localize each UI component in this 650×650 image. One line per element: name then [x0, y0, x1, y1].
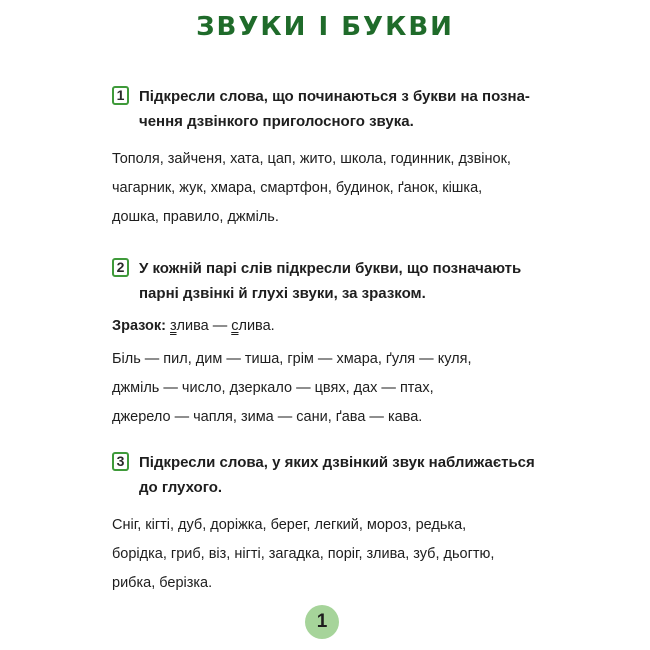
task-1-instruction-line-1: Підкресли слова, що починаються з букви на позна- [139, 88, 530, 105]
task-1-text-line-2: чагарник, жук, хмара, смартфон, будинок, ґанок, кішка, [112, 180, 483, 196]
task-3-instruction-line-1: Підкресли слова, у яких дзвінкий звук наближається [139, 454, 535, 471]
task-1 [112, 84, 552, 232]
page-number-badge: 1 [305, 605, 339, 639]
sample-label: Зразок: [112, 318, 166, 334]
task-3 [112, 450, 552, 598]
task-2-text-line-1: Біль — пил, дим — тиша, грім — хмара, ґуля — куля, [112, 351, 472, 367]
task-1-instruction-line-2: чення дзвінкого приголосного звука. [139, 113, 414, 130]
task-1-instruction [112, 84, 552, 134]
sample-underlined-letter-1: з [170, 318, 177, 334]
task-3-text-line-1: Сніг, кігті, дуб, доріжка, берег, легкий, мороз, редька, [112, 517, 467, 533]
task-2-number-box: 2 [112, 258, 129, 277]
task-3-number-box: 3 [112, 452, 129, 471]
task-3-instruction-line-2: до глухого. [139, 479, 223, 496]
sample-word-2-rest: лива. [238, 318, 275, 334]
task-2-text-line-3: джерело — чапля, зима — сани, ґава — кава. [112, 409, 423, 425]
page-title: ЗВУКИ І БУКВИ [196, 12, 454, 42]
task-2-instruction-line-2: парні дзвінкі й глухі звуки, за зразком. [139, 285, 426, 302]
task-3-text-line-2: борідка, гриб, віз, нігті, загадка, поріг, злива, зуб, дьогтю, [112, 546, 495, 562]
task-3-text-line-3: рибка, берізка. [112, 575, 213, 591]
task-1-text-line-1: Тополя, зайченя, хата, цап, жито, школа, годинник, дзвінок, [112, 151, 511, 167]
sample-word-1-rest: лива [176, 318, 209, 334]
task-2 [112, 256, 552, 432]
task-1-number-box: 1 [112, 86, 129, 105]
task-1-text-line-3: дошка, правило, джміль. [112, 209, 279, 225]
sample-underlined-letter-2: с [231, 318, 239, 334]
task-2-instruction-line-1: У кожній парі слів підкресли букви, що позначають [139, 260, 522, 277]
task-2-sample [112, 312, 552, 341]
sample-dash: — [208, 318, 232, 334]
task-2-text-line-2: джміль — число, дзеркало — цвях, дах — птах, [112, 380, 434, 396]
task-3-instruction [112, 450, 552, 500]
task-2-instruction [112, 256, 552, 306]
